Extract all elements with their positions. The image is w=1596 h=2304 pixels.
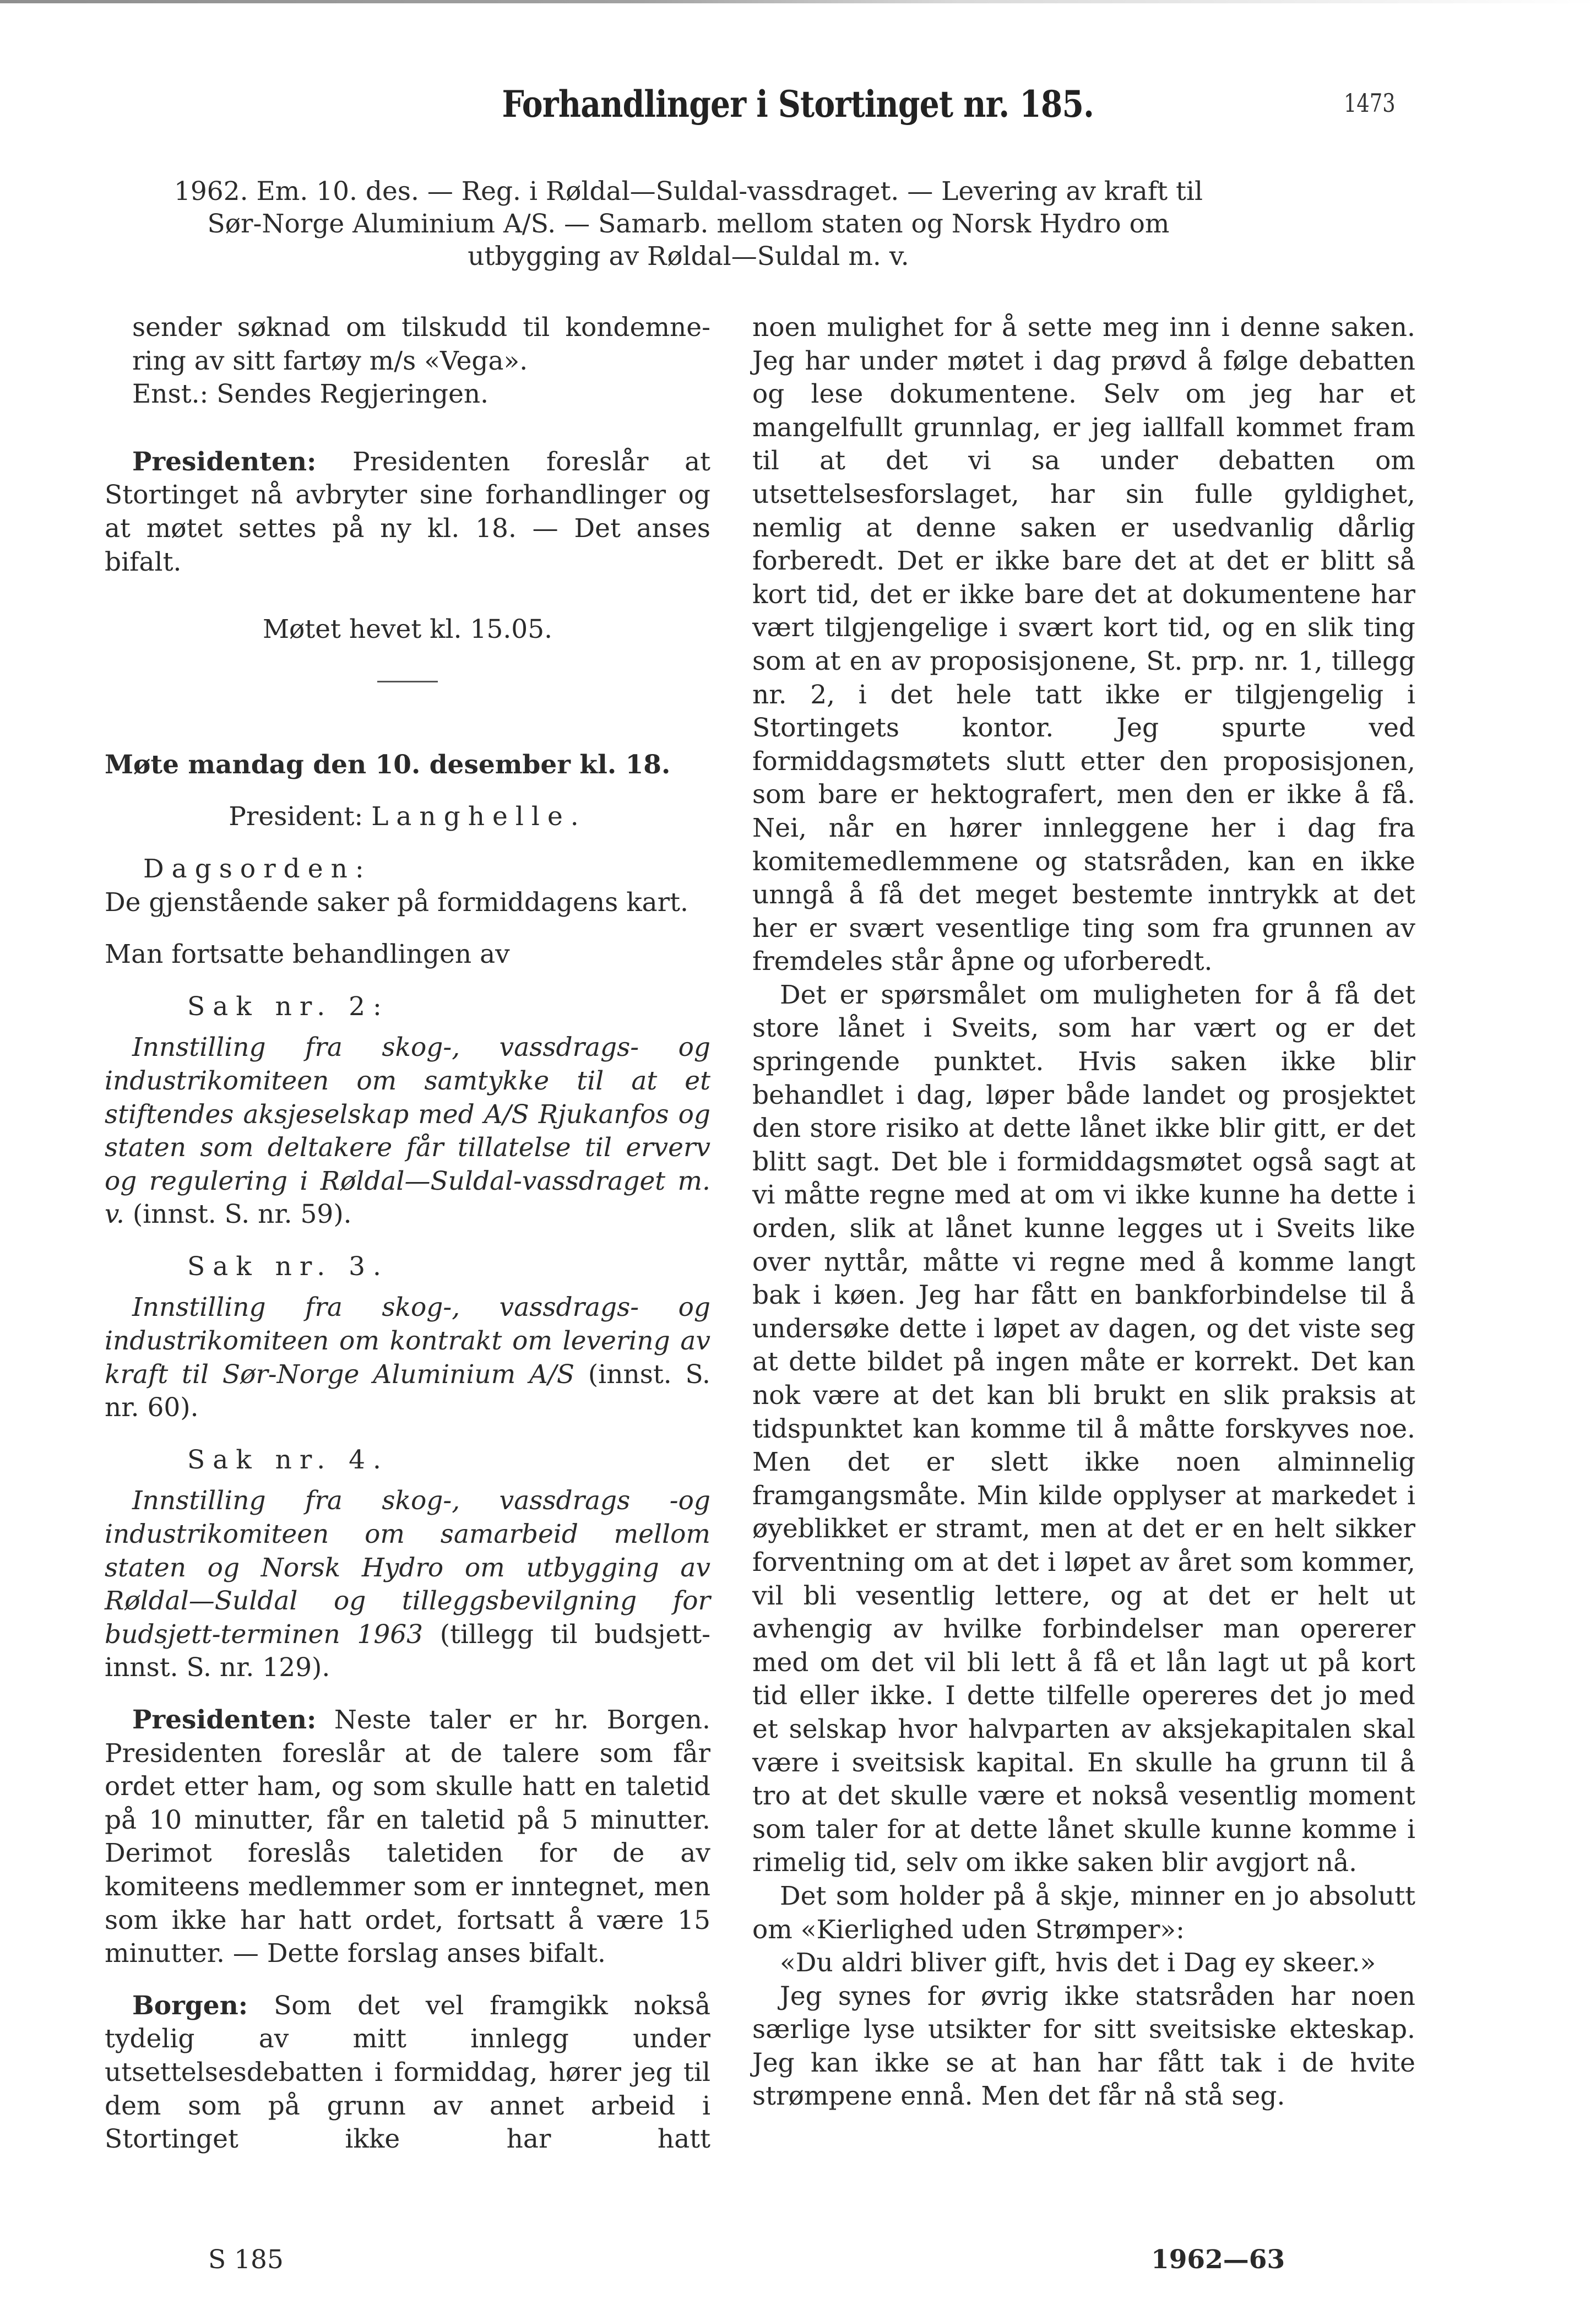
speaker-name: Presidenten:	[132, 446, 317, 477]
statement-text: Neste taler er hr. Borgen. Presidenten foreslår at de talere som får ordet etter ham, og som skulle hatt en taletid på 10 minutter, får en taletid på 5 minutter. Derimot foreslås taletiden for de av komiteens medlemmer som er inntegnet, men som ikke har hatt ordet, fortsatt å være 15 minutter. — Dette forslag anses bifalt.	[105, 1705, 710, 1969]
footer-signature: S 185	[208, 2245, 284, 2275]
intro-line: ring av sitt fartøy m/s «Vega».	[132, 345, 528, 376]
case-text	[105, 1291, 710, 1424]
scan-edge-line	[0, 0, 1596, 3]
case-title: Innstilling fra skog-, vassdrags -og industrikomiteen om samarbeid mellom staten og Norsk Hydro om utbygging av Røldal—Suldal og tilleggsbevilgning for budsjett-terminen 1963	[105, 1486, 710, 1650]
paragraph: Det er spørsmålet om muligheten for å få det store lånet i Sveits, som har vært og er det springende punktet. Hvis saken ikke blir behandlet i dag, løper både landet og prosjektet den store risiko at dette lånet ikke blir gitt, er det blitt sagt. Det ble i formiddagsmøtet også sagt at vi måtte regne med at om vi ikke kunne ha dette i orden, slik at lånet kunne legges ut i Sveits like over nyttår, måtte vi regne med å komme langt bak i køen. Jeg har fått en bankforbindelse til å undersøke dette i løpet av dagen, og det viste seg at dette bildet på ingen måte er korrekt. Det kan nok være at det kan bli brukt en slik praksis at tidspunktet kan komme til å måtte forskyves noe. Men det er slett ikke noen alminnelig framgangsmåte. Min kilde opplyser at markedet i øyeblikket er stramt, men at det er en helt sikker forventning om at det i løpet av året som kommer, vil bli vesentlig lettere, og at det er helt ut avhengig av hvilke forbindelser man opererer med om det vil bli lett å få et lån lagt ut på kort tid eller ikke. I dette tilfelle opereres det jo med et selskap hvor halvparten av aksjekapitalen skal være i sveitsisk kapital. En skulle ha grunn til å tro at det skulle være et nokså vesentlig moment som taler for at dette lånet skulle kunne komme i rimelig tid, selv om ikke saken blir avgjort nå.	[752, 979, 1415, 1878]
left-column	[105, 311, 710, 2156]
running-head-line: 1962. Em. 10. des. — Reg. i Røldal—Suldal-vassdraget. — Levering av kraft til	[174, 176, 1203, 207]
page-number: 1473	[1344, 88, 1396, 118]
intro-line: Enst.: Sendes Regjeringen.	[132, 379, 489, 410]
running-head	[110, 175, 1267, 273]
running-head-line: utbygging av Røldal—Suldal m. v.	[468, 241, 909, 272]
meeting-closed: Møtet hevet kl. 15.05.	[262, 614, 553, 645]
paragraph: noen mulighet for å sette meg inn i denne saken. Jeg har under møtet i dag prøvd å følge debatten og lese dokumentene. Selv om jeg har et mangelfullt grunnlag, er jeg iallfall kommet fram til at det vi sa under debatten om utsettelsesforslaget, har sin fulle gyldighet, nemlig at denne saken er usedvanlig dårlig forberedt. Det er ikke bare det at det er blitt så kort tid, det er ikke bare det at dokumentene har vært tilgjengelige i svært kort tid, og en slik ting som at en av proposisjonene, St. prp. nr. 1, tillegg nr. 2, i det hele tatt ikke er tilgjengelig i Stortingets kontor. Jeg spurte ved formiddagsmøtets slutt etter den proposisjonen, som bare er hektografert, men den er ikke å få. Nei, når en hører innleggene her i dag fra komitemedlemmene og statsråden, kan en ikke unngå å få det meget bestemte inntrykk at det her er svært vesentlige ting som fra grunnen av fremdeles står åpne og uforberedt.	[752, 312, 1415, 977]
meeting-heading: Møte mandag den 10. desember kl. 18.	[105, 749, 671, 780]
agenda-text: De gjenstående saker på formiddagens kart.	[105, 887, 689, 918]
case-ref: (innst. S. nr. 59).	[132, 1199, 352, 1230]
quote: «Du aldri bliver gift, hvis det i Dag ey skeer.»	[780, 1948, 1376, 1978]
president-statement-1	[105, 446, 710, 579]
president-statement-2	[105, 1704, 710, 1971]
borgen-statement	[105, 1989, 710, 2156]
paragraph: Jeg synes for øvrig ikke statsråden har noen særlige lyse utsikter for sitt sveitsiske ekteskap. Jeg kan ikke se at han har fått tak i de hvite strømpene ennå. Men det får nå stå seg.	[752, 1981, 1415, 2112]
case-title: Innstilling fra skog-, vassdrags- og industrikomiteen om samtykke til at et stiftendes aksjeselskap med A/S Rjukanfos og staten som deltakere får tillatelse til erverv og regulering i Røldal—Suldal-vassdraget m. v.	[105, 1032, 710, 1230]
case-heading: Sak nr. 3.	[187, 1251, 389, 1282]
page-title-text: Forhandlinger i Stortinget nr. 185.	[502, 83, 1094, 126]
agenda-label: Dagsorden:	[143, 853, 372, 884]
statement-text: Som det vel framgikk nokså tydelig av mitt innlegg under utsettelsesdebatten i formiddag, hører jeg til dem som på grunn av annet arbeid i Stortinget ikke har hatt	[105, 1990, 710, 2155]
president-line	[105, 800, 710, 834]
continued-text: Man fortsatte behandlingen av	[105, 939, 510, 970]
speaker-name: Presidenten:	[132, 1705, 317, 1735]
case-heading: Sak nr. 4.	[187, 1444, 389, 1475]
running-head-line: Sør-Norge Aluminium A/S. — Samarb. mellom staten og Norsk Hydro om	[207, 209, 1170, 239]
case-title: Innstilling fra skog-, vassdrags- og industrikomiteen om kontrakt om levering av kraft til Sør-Norge Aluminium A/S	[105, 1292, 710, 1390]
case-text	[105, 1031, 710, 1232]
case-ref: (innst. S. nr. 60).	[105, 1359, 710, 1423]
speaker-name: Borgen:	[132, 1990, 248, 2021]
intro-line: sender søknad om tilskudd til kondemne-	[132, 312, 710, 343]
paragraph: Det som holder på å skje, minner en jo absolutt om «Kierlighed uden Strømper»:	[752, 1880, 1415, 1945]
right-column	[752, 311, 1415, 2113]
statement-text: Presidenten foreslår at Stortinget nå avbryter sine forhandlinger og at møtet settes på ny kl. 18. — Det anses bifalt.	[105, 446, 710, 577]
case-ref: (tillegg til budsjett-innst. S. nr. 129).	[105, 1619, 710, 1683]
footer-session: 1962—63	[1151, 2245, 1285, 2275]
case-text	[105, 1484, 710, 1685]
president-label: President:	[229, 801, 363, 832]
case-heading: Sak nr. 2:	[187, 991, 389, 1022]
president-name: Langhelle.	[371, 801, 587, 832]
